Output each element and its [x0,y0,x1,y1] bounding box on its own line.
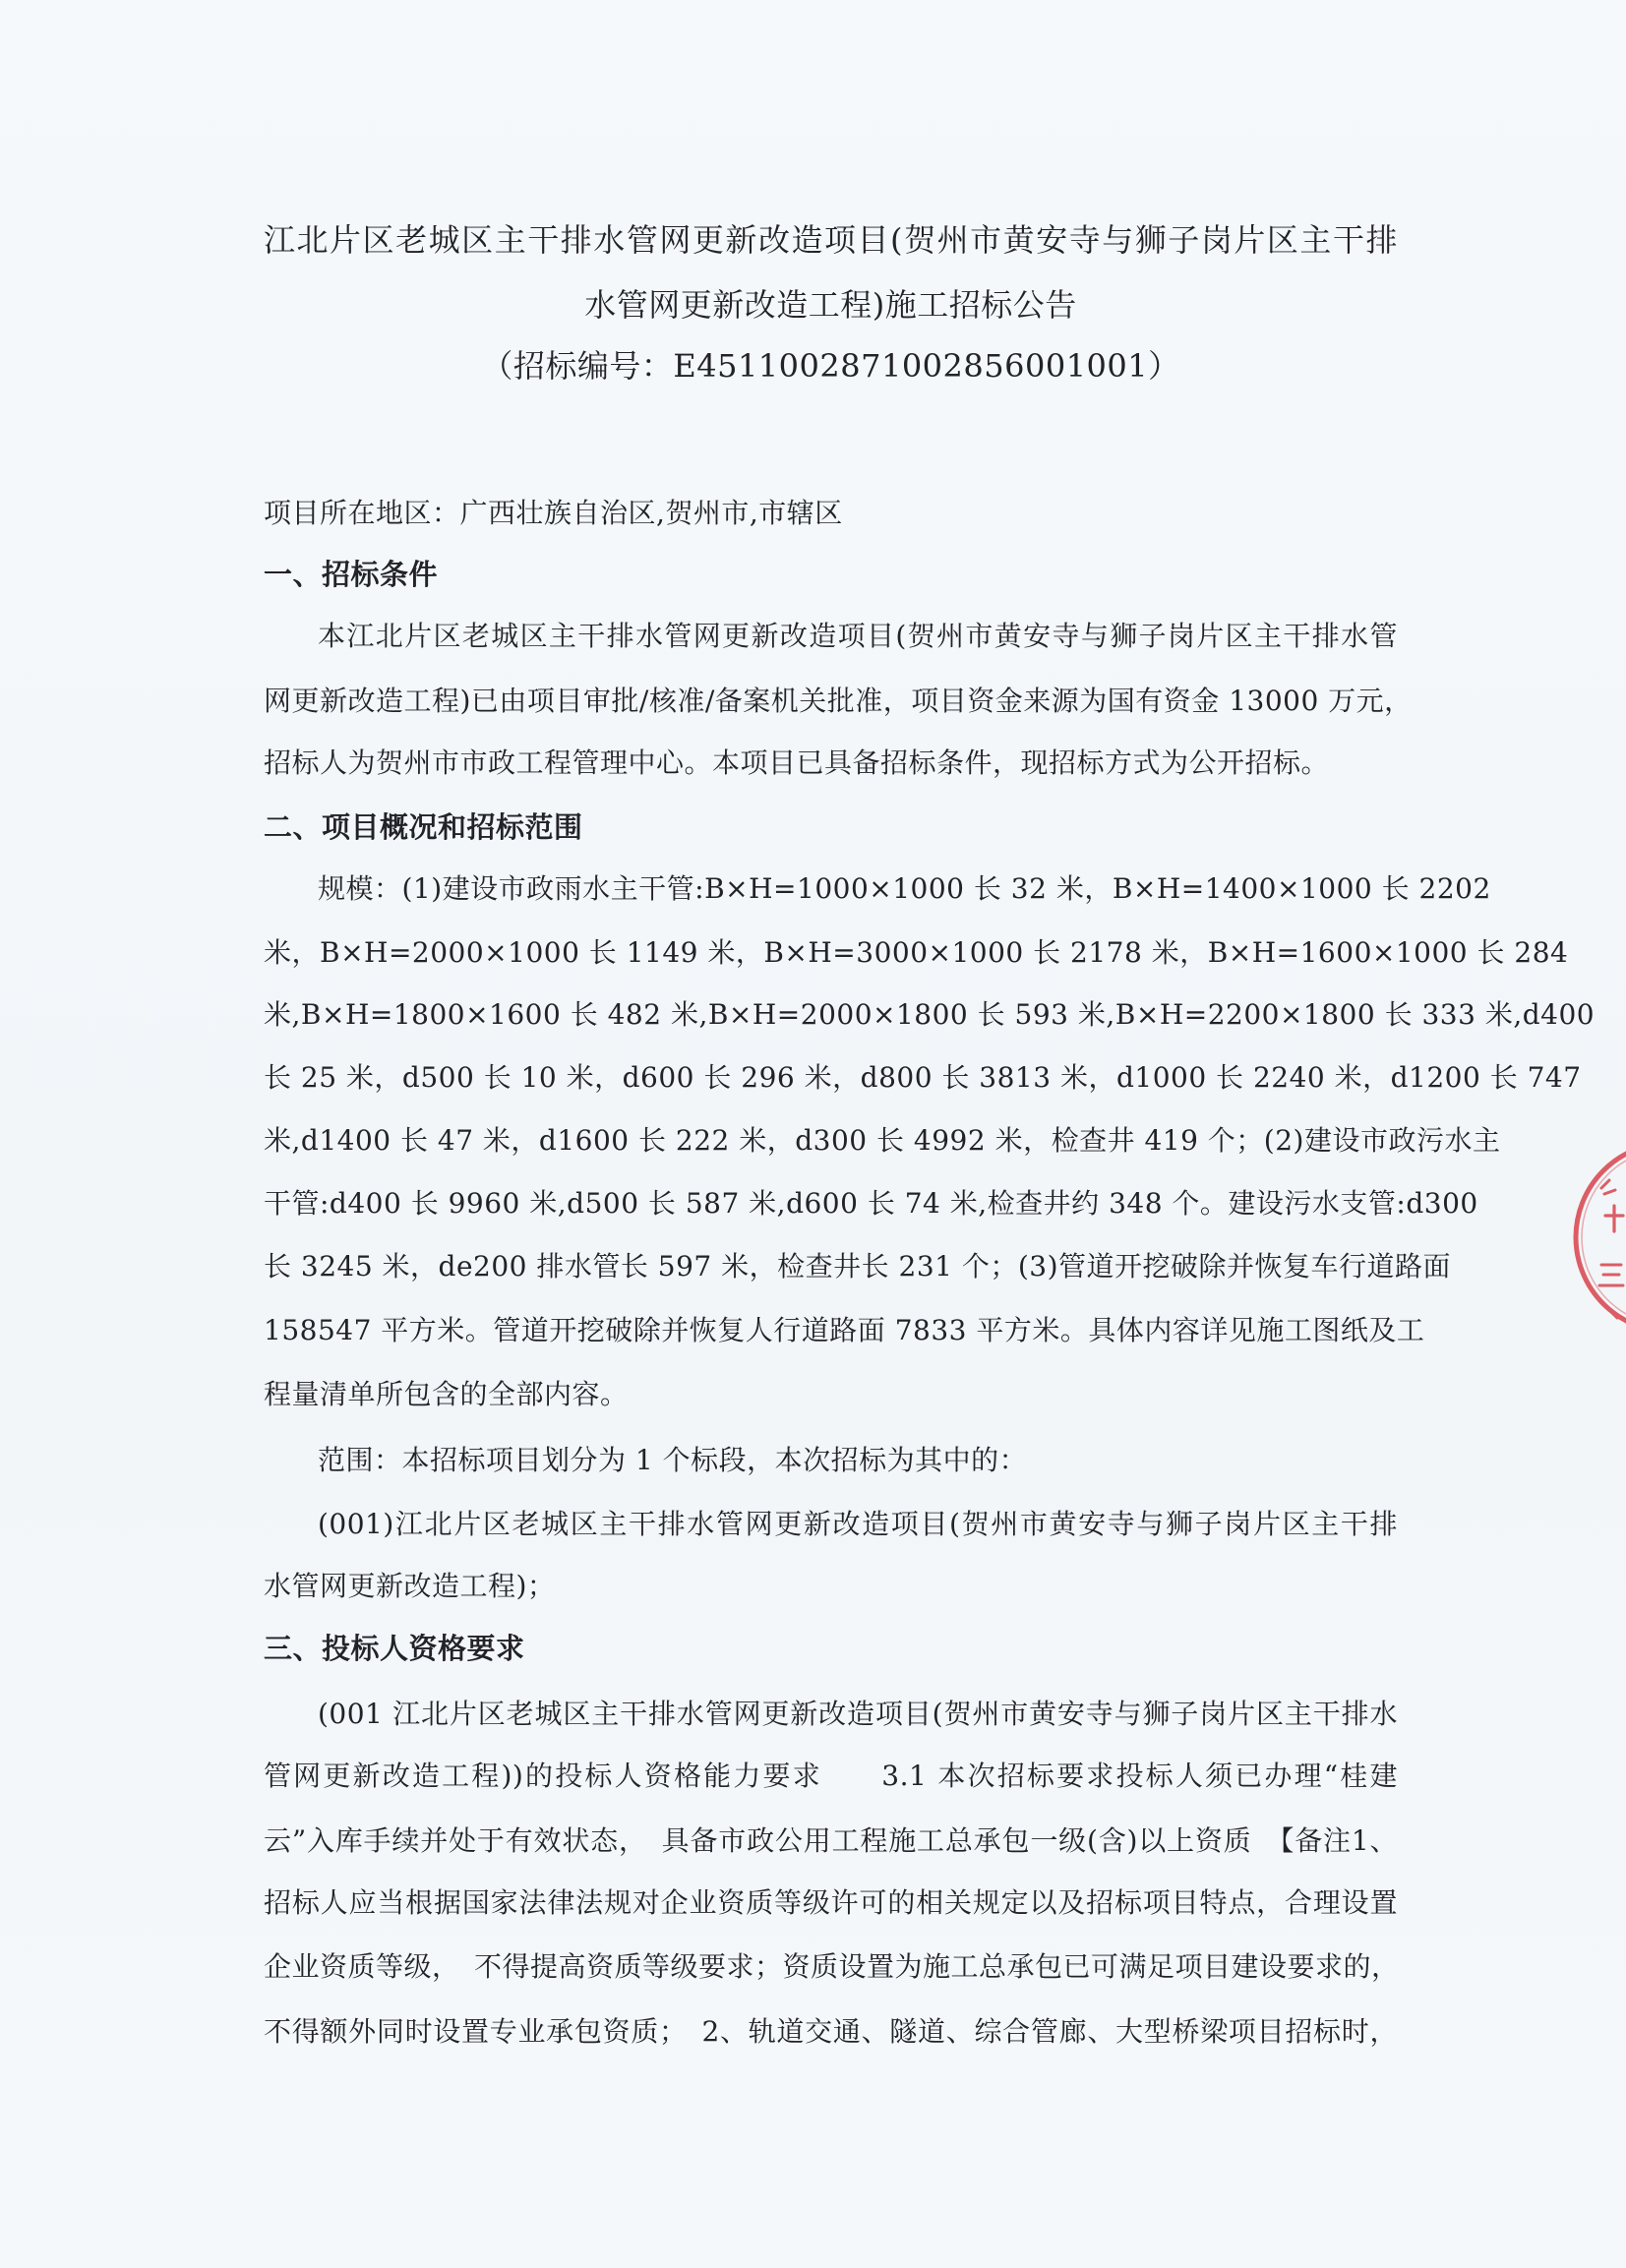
red-seal-stamp [1572,1121,1626,1357]
lot-line: (001)江北片区老城区主干排水管网更新改造项目(贺州市黄安寺与狮子岗片区主干排 [318,1508,1398,1540]
paragraph-line: (001 江北片区老城区主干排水管网更新改造项目(贺州市黄安寺与狮子岗片区主干排水 [318,1698,1398,1730]
paragraph-line: 米，B×H=2000×1000 长 1149 米，B×H=3000×1000 长 2178 米，B×H=1600×1000 长 284 [264,936,1569,969]
tender-code: （招标编号：E4511002871002856001001） [481,347,1180,385]
paragraph-line: 本江北片区老城区主干排水管网更新改造项目(贺州市黄安寺与狮子岗片区主干排水管 [318,620,1398,652]
paragraph-line: 长 25 米，d500 长 10 米，d600 长 296 米，d800 长 3813 米，d1000 长 2240 米，d1200 长 747 [264,1061,1582,1094]
section-heading-bidding-conditions: 一、招标条件 [264,558,439,591]
paragraph-line: 管网更新改造工程))的投标人资格能力要求 3.1 本次招标要求投标人须已办理“桂建 [264,1760,1398,1792]
paragraph-line: 招标人为贺州市市政工程管理中心。本项目已具备招标条件，现招标方式为公开招标。 [264,746,1330,779]
paragraph-line: 长 3245 米，de200 排水管长 597 米，检查井长 231 个；(3)管道开挖破除并恢复车行道路面 [264,1250,1452,1283]
paragraph-line: 干管:d400 长 9960 米,d500 长 587 米,d600 长 74 米,检查井约 348 个。建设污水支管:d300 [264,1187,1478,1220]
paragraph-line: 企业资质等级， 不得提高资质等级要求；资质设置为施工总承包已可满足项目建设要求的， [264,1950,1400,1983]
section-heading-bidder-qualification: 三、投标人资格要求 [264,1632,525,1665]
paragraph-line: 云”入库手续并处于有效状态， 具备市政公用工程施工总承包一级(含)以上资质 【备注1、 [264,1824,1398,1857]
project-location: 项目所在地区：广西壮族自治区,贺州市,市辖区 [264,497,843,529]
document-title-line-2: 水管网更新改造工程)施工招标公告 [584,286,1077,324]
paragraph-line: 米,d1400 长 47 米，d1600 长 222 米，d300 长 4992 米，检查井 419 个；(2)建设市政污水主 [264,1124,1501,1157]
paragraph-line: 米,B×H=1800×1600 长 482 米,B×H=2000×1800 长 593 米,B×H=2200×1800 长 333 米,d400 [264,998,1596,1031]
scope-line: 范围：本招标项目划分为 1 个标段，本次招标为其中的： [318,1444,1028,1476]
paragraph-line: 程量清单所包含的全部内容。 [264,1378,629,1410]
lot-line: 水管网更新改造工程)； [264,1570,556,1602]
paragraph-line: 网更新改造工程)已由项目审批/核准/备案机关批准，项目资金来源为国有资金 13000 万元， [264,685,1413,717]
paragraph-line: 招标人应当根据国家法律法规对企业资质等级许可的相关规定以及招标项目特点，合理设置 [264,1886,1398,1919]
document-title-line-1: 江北片区老城区主干排水管网更新改造项目(贺州市黄安寺与狮子岗片区主干排 [264,221,1398,259]
section-heading-project-overview: 二、项目概况和招标范围 [264,810,583,844]
paragraph-line: 规模：(1)建设市政雨水主干管:B×H=1000×1000 长 32 米，B×H=1400×1000 长 2202 [318,872,1491,905]
paragraph-line: 158547 平方米。管道开挖破除并恢复人行道路面 7833 平方米。具体内容详见施工图纸及工 [264,1314,1425,1346]
paragraph-line: 不得额外同时设置专业承包资质； 2、轨道交通、隧道、综合管廊、大型桥梁项目招标时， [264,2015,1398,2048]
